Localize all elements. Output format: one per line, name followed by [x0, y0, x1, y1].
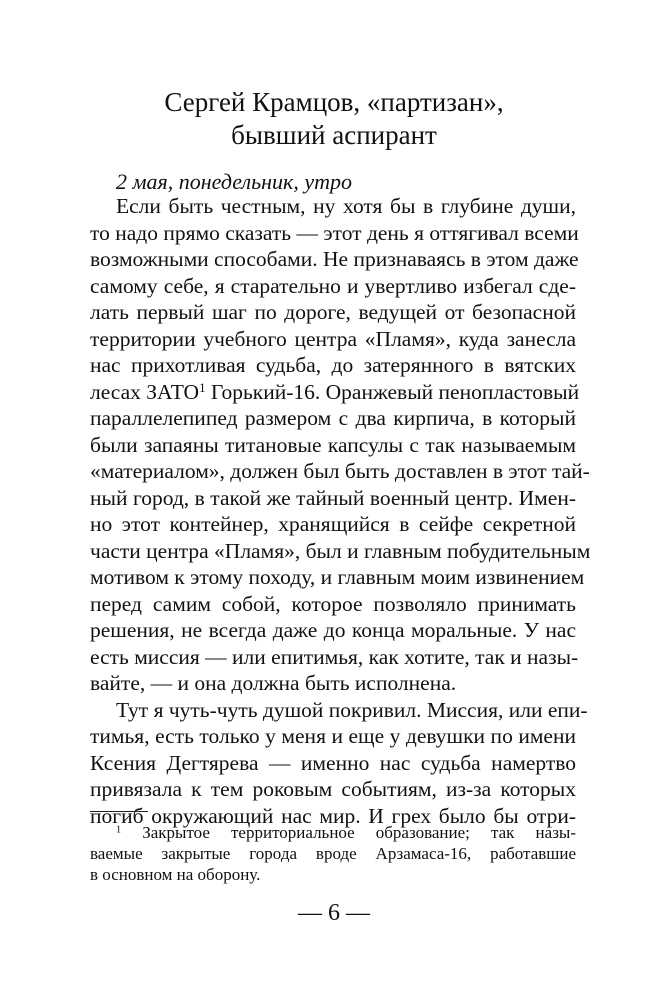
text-line: погиб окружающий нас мир. И грех было бы отри- — [90, 803, 576, 828]
text-line: привязала к тем роковым событиям, из-за которых — [90, 777, 576, 801]
text-line: территории учебного центра «Пламя», куда занесла — [90, 326, 576, 351]
footnote-line: в основном на оборону. — [90, 865, 261, 884]
footnote — [90, 822, 576, 885]
text-line: но этот контейнер, хранящийся в сейфе секретной — [90, 512, 576, 536]
body-text — [90, 193, 591, 829]
footnote-line: ваемые закрытые города вроде Арзамаса-16, работавшие — [90, 844, 576, 863]
text-line: лать первый шаг по дороге, ведущей от безопасной — [90, 300, 576, 324]
chapter-title — [0, 86, 668, 152]
text-line: лесах ЗАТО$^1$ Горький-16. Оранжевый пенопластовый — [90, 379, 580, 404]
chapter-title-line-1: Сергей Крамцов, «партизан», — [164, 87, 504, 117]
text-line: вайте, — и она должна быть исполнена. — [90, 671, 457, 695]
text-line: тимья, есть только у меня и еще у девушки по имени — [90, 724, 576, 748]
text-line: Если быть честным, ну хотя бы в глубине души, — [116, 194, 576, 218]
text-line: Тут я чуть-чуть душой покривил. Миссия, или епи- — [116, 697, 588, 722]
text-line: «материалом», должен был быть доставлен в этот тай- — [90, 459, 590, 483]
footnote-rule — [90, 811, 148, 812]
text-line: части центра «Пламя», был и главным побудительным — [90, 538, 591, 563]
footnote-line: $^1$ Закрытое территориальное образование; так назы- — [116, 823, 576, 842]
footnote-marker: 1 — [199, 380, 206, 395]
page-number: — 6 — — [298, 900, 370, 926]
text-line: параллелепипед размером с два кирпича, в который — [90, 406, 576, 430]
text-line: Ксения Дегтярева — именно нас судьба намертво — [90, 750, 576, 775]
text-line: нас прихотливая судьба, до затерянного в вятских — [90, 353, 576, 377]
text-line: то надо прямо сказать — этот день я оттягивал всеми — [90, 220, 579, 245]
footnote-number: 1 — [116, 824, 122, 836]
text-line: ный город, в такой же тайный военный центр. Имен- — [90, 485, 576, 510]
chapter-title-line-2: бывший аспирант — [231, 120, 437, 150]
text-line: возможными способами. Не признаваясь в этом даже — [90, 247, 579, 271]
text-line: перед самим собой, которое позволяло принимать — [90, 591, 576, 616]
text-line: были запаяны титановые капсулы с так называемым — [90, 432, 576, 457]
dateline: 2 мая, понедельник, утро — [116, 169, 352, 194]
text-line: решения, не всегда даже до конца моральные. У нас — [90, 618, 576, 642]
text-line: самому себе, я старательно и увертливо избегал сде- — [90, 273, 576, 298]
text-line: есть миссия — или епитимья, как хотите, так и назы- — [90, 644, 579, 669]
text-line: мотивом к этому походу, и главным моим извинением — [90, 565, 585, 589]
